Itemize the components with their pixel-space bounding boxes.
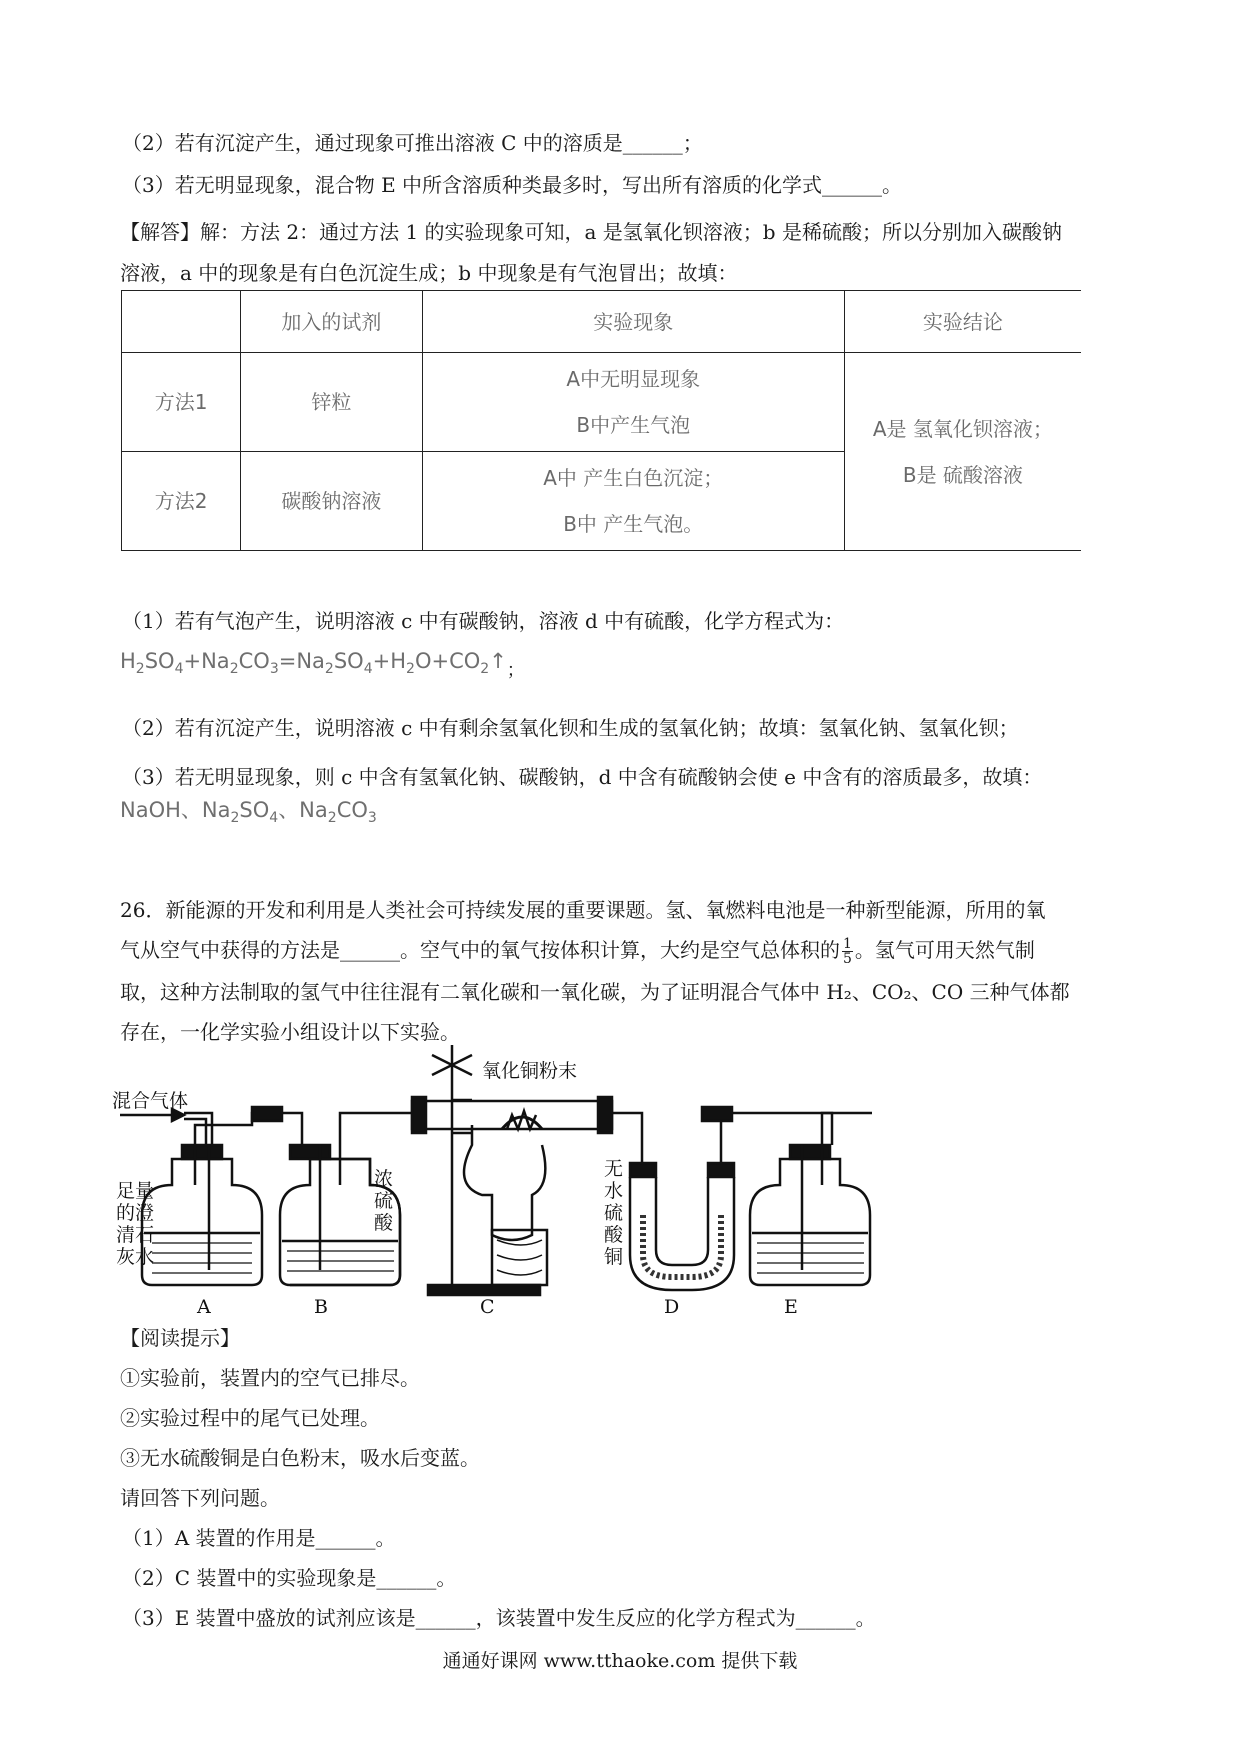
q26-line-2b: 。氢气可用天然气制 bbox=[854, 938, 1035, 962]
answer-line-1: 【解答】解：方法 2：通过方法 1 的实验现象可知，a 是氢氧化钡溶液；b 是稀硫酸；所以分别加入碳酸钠 bbox=[120, 220, 1062, 244]
letter-a: A bbox=[197, 1296, 211, 1315]
chemical-equation: $H_2SO_4+Na_2CO_3=Na_2SO_4+H_2O+CO_2↑$； bbox=[120, 649, 525, 681]
bottle-a bbox=[142, 1145, 262, 1285]
stand-c bbox=[412, 1045, 612, 1295]
label-d-1: 无 bbox=[604, 1158, 624, 1180]
apparatus-diagram bbox=[112, 1045, 942, 1315]
conclusion-b: B是 硫酸溶液 bbox=[902, 462, 1023, 487]
hint-title: 【阅读提示】 bbox=[120, 1326, 240, 1350]
label-d-4: 酸 bbox=[604, 1224, 624, 1246]
hint-3: ③无水硫酸铜是白色粉末，吸水后变蓝。 bbox=[120, 1446, 480, 1470]
table-phenomenon-1 bbox=[422, 353, 844, 452]
letter-d: D bbox=[664, 1296, 680, 1315]
phenomenon-1b: B中产生气泡 bbox=[576, 413, 691, 437]
u-tube-d bbox=[630, 1163, 734, 1290]
table-header-conclusion: 实验结论 bbox=[844, 291, 1081, 353]
label-a-2: 的澄 bbox=[116, 1202, 155, 1224]
label-a-1: 足量 bbox=[116, 1180, 155, 1202]
label-copper-oxide: 氧化铜粉末 bbox=[482, 1060, 578, 1082]
q25-subquestion-2: （2）若有沉淀产生，通过现象可推出溶液 C 中的溶质是______； bbox=[122, 131, 703, 155]
answer-table bbox=[121, 290, 1081, 551]
hint-1: ①实验前，装置内的空气已排尽。 bbox=[120, 1366, 420, 1390]
q26-line-2a: 气从空气中获得的方法是______。空气中的氧气按体积计算，大约是空气总体积的 bbox=[120, 938, 840, 962]
q26-line-3: 取，这种方法制取的氢气中往往混有二氧化碳和一氧化碳，为了证明混合气体中 H₂、CO₂、CO 三种气体都 bbox=[120, 980, 1070, 1004]
letter-c: C bbox=[480, 1296, 495, 1315]
fraction-one-fifth bbox=[842, 937, 853, 966]
bottle-e bbox=[750, 1113, 872, 1285]
table-conclusion bbox=[844, 353, 1081, 551]
table-method-1: 方法1 bbox=[122, 353, 241, 452]
table-header-phenomenon: 实验现象 bbox=[422, 291, 844, 353]
label-a-3: 清石 bbox=[116, 1224, 155, 1246]
label-mixed-gas: 混合气体 bbox=[112, 1090, 189, 1112]
table-header-reagent: 加入的试剂 bbox=[241, 291, 423, 353]
answer-part-2: （2）若有沉淀产生，说明溶液 c 中有剩余氢氧化钡和生成的氢氧化钠；故填：氢氧化钠、氢氧化钡； bbox=[122, 716, 1019, 740]
label-a-4: 灰水 bbox=[116, 1246, 155, 1268]
table-reagent-2: 碳酸钠溶液 bbox=[241, 452, 423, 551]
conclusion-a: A是 氢氧化钡溶液； bbox=[872, 416, 1053, 441]
letter-e: E bbox=[784, 1296, 798, 1315]
label-b-1: 浓 bbox=[374, 1168, 394, 1190]
label-b-2: 硫 bbox=[374, 1190, 394, 1212]
q26-line-2 bbox=[120, 935, 1120, 966]
label-d-3: 硫 bbox=[604, 1202, 624, 1224]
fraction-denominator: 5 bbox=[843, 951, 852, 967]
table-reagent-1: 锌粒 bbox=[241, 353, 423, 452]
table-phenomenon-2 bbox=[422, 452, 844, 551]
fraction-numerator: 1 bbox=[843, 936, 852, 952]
label-b-3: 酸 bbox=[374, 1212, 394, 1234]
solute-formulas: NaOH、$Na_2SO_4$、$Na_2CO_3$ bbox=[120, 798, 377, 827]
q26-line-1: 26．新能源的开发和利用是人类社会可持续发展的重要课题。氢、氧燃料电池是一种新型能源，所用的氧 bbox=[120, 898, 1046, 922]
phenomenon-2a: A中 产生白色沉淀； bbox=[543, 466, 724, 490]
phenomenon-1a: A中无明显现象 bbox=[566, 367, 701, 391]
answer-part-3: （3）若无明显现象，则 c 中含有氢氧化钠、碳酸钠，d 中含有硫酸钠会使 e 中含有的溶质最多，故填： bbox=[122, 765, 1043, 789]
label-d-2: 水 bbox=[604, 1180, 624, 1202]
q26-line-4: 存在，一化学实验小组设计以下实验。 bbox=[120, 1020, 460, 1044]
hint-2: ②实验过程中的尾气已处理。 bbox=[120, 1406, 380, 1430]
table-header-empty bbox=[122, 291, 241, 353]
table-method-2: 方法2 bbox=[122, 452, 241, 551]
instruction: 请回答下列问题。 bbox=[120, 1486, 280, 1510]
q26-subquestion-1: （1）A 装置的作用是______。 bbox=[122, 1526, 396, 1550]
q25-subquestion-3: （3）若无明显现象，混合物 E 中所含溶质种类最多时，写出所有溶质的化学式______。 bbox=[122, 173, 903, 197]
equation-end-punct: ； bbox=[506, 660, 525, 681]
label-d-5: 铜 bbox=[604, 1246, 624, 1268]
answer-line-2: 溶液，a 中的现象是有白色沉淀生成；b 中现象是有气泡冒出；故填： bbox=[120, 261, 738, 285]
answer-part-1: （1）若有气泡产生，说明溶液 c 中有碳酸钠，溶液 d 中有硫酸，化学方程式为： bbox=[122, 609, 845, 633]
q26-subquestion-3: （3）E 装置中盛放的试剂应该是______，该装置中发生反应的化学方程式为______。 bbox=[122, 1606, 876, 1630]
q26-subquestion-2: （2）C 装置中的实验现象是______。 bbox=[122, 1566, 457, 1590]
page-footer: 通通好课网 www.tthaoke.com 提供下载 bbox=[442, 1650, 798, 1672]
phenomenon-2b: B中 产生气泡。 bbox=[563, 512, 704, 536]
alcohol-lamp bbox=[464, 1125, 545, 1240]
letter-b: B bbox=[314, 1296, 328, 1315]
